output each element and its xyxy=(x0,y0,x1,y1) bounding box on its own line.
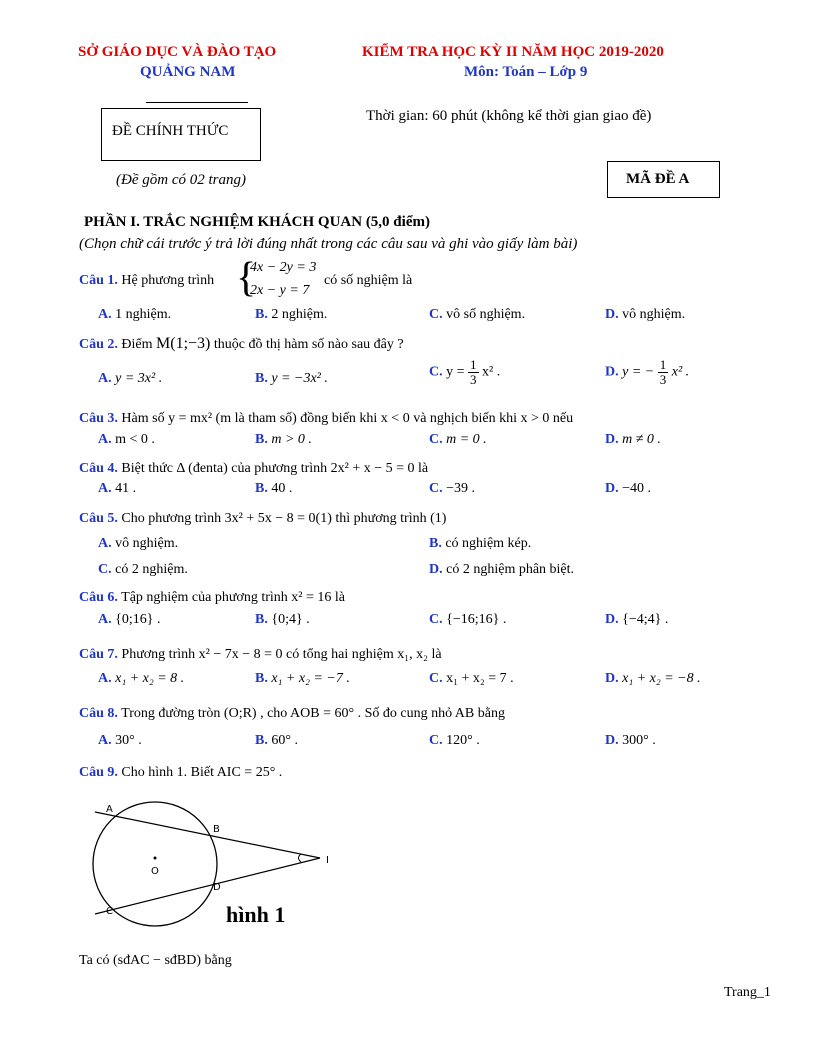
pages-note: (Đề gồm có 02 trang) xyxy=(116,172,246,188)
page-number: Trang_1 xyxy=(724,985,771,1000)
label-i: I xyxy=(326,855,329,866)
question-4: Câu 4. Biệt thức Δ (đenta) của phương trình 2x² + x − 5 = 0 là xyxy=(79,461,429,476)
option-d[interactable]: D. m ≠ 0 . xyxy=(605,432,661,447)
figure-caption: hình 1 xyxy=(226,902,286,927)
point-m: M(1;−3) xyxy=(156,335,211,352)
option-a[interactable]: A. m < 0 . xyxy=(98,432,155,447)
option-c[interactable]: C. y = $\frac{1}{3}$ x² . xyxy=(429,357,501,387)
question-5: Câu 5. Cho phương trình 3x² + 5x − 8 = 0(1) thì phương trình (1) xyxy=(79,511,447,526)
option-b[interactable]: B. {0;4} . xyxy=(255,612,310,627)
option-d[interactable]: D. {−4;4} . xyxy=(605,612,669,627)
option-a[interactable]: A. {0;16} . xyxy=(98,612,161,627)
option-c[interactable]: C. 120° . xyxy=(429,733,480,748)
option-d[interactable]: D. vô nghiệm. xyxy=(605,307,686,322)
question-2: Câu 2. Điểm M(1;−3) thuộc đồ thị hàm số nào sau đây ? xyxy=(79,335,404,352)
option-c[interactable]: C. có 2 nghiệm. xyxy=(98,562,188,577)
duration-text: Thời gian: 60 phút (không kể thời gian giao đề) xyxy=(366,108,652,124)
option-d[interactable]: D. y = − $\frac{1}{3}$ x² . xyxy=(605,357,690,387)
header-divider xyxy=(146,102,248,103)
section-instruction: (Chọn chữ cái trước ý trả lời đúng nhất trong các câu sau và ghi vào giấy làm bài) xyxy=(79,236,578,252)
option-a[interactable]: A. y = 3x² . xyxy=(98,371,163,386)
exam-code-box xyxy=(607,161,720,198)
question-text: Hệ phương trình xyxy=(121,273,215,288)
secant-cd xyxy=(95,858,320,914)
option-b[interactable]: B. y = −3x² . xyxy=(255,371,328,386)
question-3: Câu 3. Hàm số y = mx² (m là tham số) đồng biến khi x < 0 và nghịch biến khi x > 0 nếu xyxy=(79,411,574,426)
province-name: QUẢNG NAM xyxy=(140,64,236,80)
question-6: Câu 6. Tập nghiệm của phương trình x² = 16 là xyxy=(79,590,345,605)
option-a[interactable]: A. 30° . xyxy=(98,733,142,748)
question-8: Câu 8. Trong đường tròn (O;R) , cho AOB = 60° . Số đo cung nhỏ AB bằng xyxy=(79,706,505,721)
official-label: ĐỀ CHÍNH THỨC xyxy=(112,123,229,139)
option-b[interactable]: B. 40 . xyxy=(255,481,293,496)
system-brace: { xyxy=(236,255,257,301)
option-d[interactable]: D. −40 . xyxy=(605,481,652,496)
option-b[interactable]: B. m > 0 . xyxy=(255,432,312,447)
subject-line: Môn: Toán – Lớp 9 xyxy=(464,64,588,80)
geometry-figure xyxy=(80,792,340,942)
department-name: SỞ GIÁO DỤC VÀ ĐÀO TẠO xyxy=(78,44,277,60)
option-d[interactable]: D. x₁ + x₂ = −8 . xyxy=(605,671,701,686)
angle-arc xyxy=(299,854,302,862)
question-label: Câu 1. xyxy=(79,273,118,288)
secant-ab xyxy=(95,812,320,858)
option-b[interactable]: B. có nghiệm kép. xyxy=(429,536,532,551)
option-c[interactable]: C. x₁ + x₂ = 7 . xyxy=(429,671,514,686)
option-b[interactable]: B. 60° . xyxy=(255,733,298,748)
option-c[interactable]: C. −39 . xyxy=(429,481,476,496)
option-b[interactable]: B. 2 nghiệm. xyxy=(255,307,328,322)
option-a[interactable]: A. 1 nghiệm. xyxy=(98,307,172,322)
option-a[interactable]: A. 41 . xyxy=(98,481,137,496)
option-c[interactable]: C. vô số nghiệm. xyxy=(429,307,526,322)
option-d[interactable]: D. có 2 nghiệm phân biệt. xyxy=(429,562,575,577)
label-d: D xyxy=(213,882,221,893)
center-dot xyxy=(154,857,157,860)
exam-title: KIỂM TRA HỌC KỲ II NĂM HỌC 2019-2020 xyxy=(362,44,664,60)
label-b: B xyxy=(213,824,220,835)
question-9: Câu 9. Cho hình 1. Biết AIC = 25° . xyxy=(79,765,283,780)
label-a: A xyxy=(106,804,113,815)
option-c[interactable]: C. {−16;16} . xyxy=(429,612,507,627)
question-9-follow: Ta có (sđAC − sđBD) bằng xyxy=(79,953,232,968)
label-o: O xyxy=(151,866,159,877)
section-title: PHẦN I. TRẮC NGHIỆM KHÁCH QUAN (5,0 điểm) xyxy=(84,214,430,230)
option-b[interactable]: B. x₁ + x₂ = −7 . xyxy=(255,671,350,686)
option-a[interactable]: A. vô nghiệm. xyxy=(98,536,179,551)
option-d[interactable]: D. 300° . xyxy=(605,733,656,748)
exam-code: MÃ ĐỀ A xyxy=(626,171,690,187)
equation-2: 2x − y = 7 xyxy=(250,283,310,298)
label-c: C xyxy=(106,906,113,917)
official-box xyxy=(101,108,261,161)
option-c[interactable]: C. m = 0 . xyxy=(429,432,487,447)
option-a[interactable]: A. x₁ + x₂ = 8 . xyxy=(98,671,185,686)
equation-1: 4x − 2y = 3 xyxy=(250,260,317,275)
question-7: Câu 7. Phương trình x² − 7x − 8 = 0 có tổng hai nghiệm x₁, x₂ là xyxy=(79,647,442,662)
question-1 xyxy=(79,273,214,289)
question-text: có số nghiệm là xyxy=(324,273,413,288)
